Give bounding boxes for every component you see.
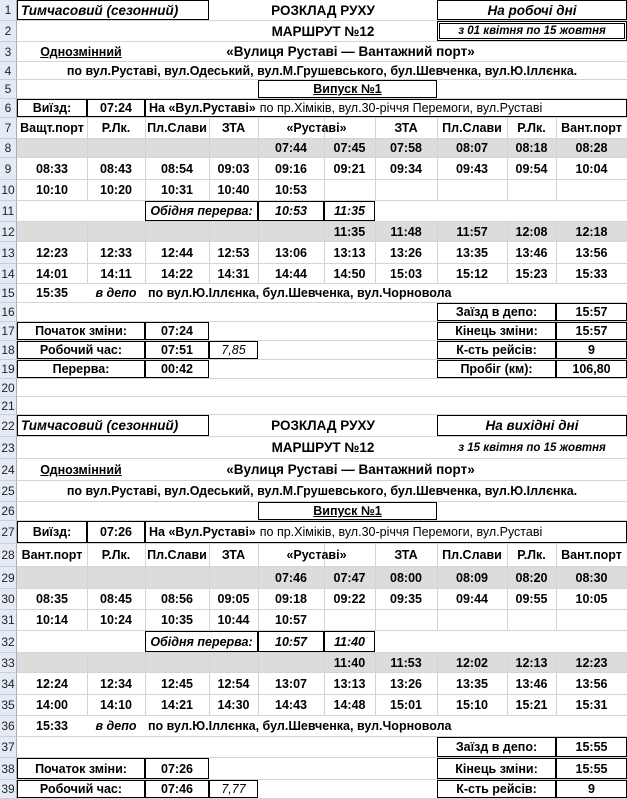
shift-start-label[interactable]: Початок зміни: <box>17 758 145 779</box>
time-cell[interactable]: 09:54 <box>515 161 548 176</box>
time-cell[interactable]: 08:00 <box>390 570 422 585</box>
time-cell[interactable]: 11:48 <box>390 224 422 239</box>
time-cell[interactable]: 13:06 <box>275 245 307 260</box>
shift-end-label[interactable]: Кінець зміни: <box>437 758 556 779</box>
row-header[interactable]: 16 <box>0 303 17 322</box>
lunch-label[interactable]: Обідня перерва: <box>145 201 258 221</box>
time-cell[interactable]: 08:56 <box>161 592 193 606</box>
shift-start[interactable]: 07:26 <box>145 758 209 779</box>
shift-end-label[interactable]: Кінець зміни: <box>437 322 556 340</box>
route-number[interactable]: МАРШРУТ №12 <box>271 23 375 39</box>
row-header[interactable]: 18 <box>0 341 17 360</box>
shift-type[interactable]: Однозмінний <box>40 44 122 59</box>
time-cell[interactable]: 08:35 <box>36 592 68 606</box>
row-header[interactable]: 17 <box>0 322 17 341</box>
work-time-decimal[interactable]: 7,77 <box>209 780 258 798</box>
time-cell[interactable]: 13:13 <box>333 245 366 260</box>
shift-start[interactable]: 07:24 <box>145 322 209 340</box>
trips-count[interactable]: 9 <box>556 341 627 359</box>
lunch-start[interactable]: 10:53 <box>258 201 324 221</box>
row-header[interactable]: 10 <box>0 180 17 201</box>
work-time-decimal[interactable]: 7,85 <box>209 341 258 359</box>
stop-header[interactable]: Пл.Слави <box>147 548 207 562</box>
time-cell[interactable]: 12:33 <box>100 245 132 260</box>
depot-arrival-label[interactable]: Заїзд в депо: <box>437 737 556 757</box>
work-time[interactable]: 07:46 <box>145 780 209 798</box>
shift-type[interactable]: Однозмінний <box>40 462 122 477</box>
schedule-title[interactable]: РОЗКЛАД РУХУ <box>271 418 375 433</box>
time-cell[interactable]: 07:46 <box>275 570 307 585</box>
depot-route[interactable]: по вул.Ю.Іллєнка, бул.Шевченка, вул.Чорновола <box>148 719 452 733</box>
time-cell[interactable]: 12:18 <box>575 224 608 239</box>
release-number[interactable]: Випуск №1 <box>258 80 437 98</box>
time-cell[interactable]: 09:22 <box>333 592 366 606</box>
row-header[interactable]: 11 <box>0 201 17 222</box>
sheet-row <box>17 118 627 139</box>
sheet-row <box>17 284 627 303</box>
sheet-row <box>17 303 627 322</box>
time-cell[interactable]: 13:56 <box>575 245 608 260</box>
time-cell[interactable] <box>145 567 209 588</box>
route-streets[interactable]: по вул.Руставі, вул.Одеський, вул.М.Грушевського, бул.Шевченка, вул.Ю.Іллєнка. <box>66 484 578 498</box>
time-cell[interactable]: 15:21 <box>515 698 548 712</box>
row-header[interactable]: 30 <box>0 589 17 610</box>
time-cell[interactable]: 08:33 <box>36 161 68 176</box>
row-header[interactable]: 12 <box>0 222 17 242</box>
depot-label[interactable]: в депо <box>95 719 137 733</box>
time-cell[interactable] <box>17 139 87 157</box>
time-cell[interactable]: 08:09 <box>456 570 488 585</box>
route-number[interactable]: МАРШРУТ №12 <box>271 440 375 455</box>
time-cell[interactable]: 08:30 <box>575 570 608 585</box>
work-time-label[interactable]: Робочий час: <box>17 780 145 798</box>
row-header[interactable]: 38 <box>0 758 17 780</box>
stop-header[interactable]: ЗТА <box>221 548 246 562</box>
end-time[interactable]: 15:35 <box>36 286 68 300</box>
sheet-row <box>17 695 627 716</box>
time-cell[interactable]: 12:13 <box>515 655 548 670</box>
time-cell[interactable] <box>145 139 209 157</box>
route-name[interactable]: «Вулиця Руставі — Вантажний порт» <box>226 462 475 477</box>
time-cell[interactable] <box>556 180 627 200</box>
time-cell[interactable] <box>375 610 437 630</box>
stop-header[interactable]: ЗТА <box>394 121 418 135</box>
stop-header[interactable]: ЗТА <box>221 121 246 135</box>
time-cell[interactable] <box>507 180 556 200</box>
time-cell[interactable]: 09:03 <box>217 161 250 176</box>
time-cell[interactable]: 10:35 <box>161 613 193 627</box>
time-cell[interactable] <box>209 139 258 157</box>
sheet-row <box>17 673 627 695</box>
exit-time[interactable]: 07:26 <box>87 521 145 543</box>
schedule-type[interactable]: Тимчасовий (сезонний) <box>17 415 209 436</box>
row-header[interactable]: 34 <box>0 673 17 695</box>
time-cell[interactable]: 09:35 <box>390 592 422 606</box>
row-header[interactable]: 33 <box>0 653 17 673</box>
time-cell[interactable]: 09:05 <box>217 592 250 606</box>
time-cell[interactable]: 09:21 <box>333 161 366 176</box>
time-cell[interactable]: 14:43 <box>275 698 307 712</box>
time-cell[interactable]: 13:56 <box>575 676 608 691</box>
sheet-row <box>17 631 627 653</box>
time-cell[interactable]: 10:05 <box>575 592 608 606</box>
time-cell[interactable]: 10:57 <box>275 613 307 627</box>
row-header[interactable]: 6 <box>0 99 17 118</box>
row-header[interactable]: 1 <box>0 0 17 21</box>
row-header[interactable]: 20 <box>0 379 17 397</box>
time-cell[interactable]: 08:43 <box>100 161 132 176</box>
time-cell[interactable]: 11:40 <box>333 655 366 670</box>
time-cell[interactable]: 10:20 <box>100 183 132 197</box>
sheet-row <box>17 437 627 459</box>
time-cell[interactable]: 12:45 <box>161 676 193 691</box>
time-cell[interactable]: 15:31 <box>575 698 608 712</box>
stop-header[interactable]: «Руставі» <box>286 121 347 135</box>
time-cell[interactable] <box>209 653 258 672</box>
row-header[interactable]: 31 <box>0 610 17 631</box>
row-header[interactable]: 35 <box>0 695 17 716</box>
exit-label[interactable]: Виїзд: <box>17 521 87 543</box>
sheet-row <box>17 502 627 521</box>
time-cell[interactable] <box>507 610 556 630</box>
release-number[interactable]: Випуск №1 <box>258 502 437 520</box>
time-cell[interactable] <box>145 222 209 241</box>
time-cell[interactable]: 14:30 <box>217 698 250 712</box>
time-cell[interactable]: 07:47 <box>333 570 366 585</box>
row-header[interactable]: 28 <box>0 544 17 567</box>
sheet-row <box>17 21 627 42</box>
time-cell[interactable]: 12:34 <box>100 676 132 691</box>
shift-end[interactable]: 15:57 <box>556 322 627 340</box>
row-header[interactable]: 36 <box>0 716 17 737</box>
time-cell[interactable]: 12:23 <box>575 655 608 670</box>
time-cell[interactable]: 11:35 <box>333 224 366 239</box>
time-cell[interactable]: 14:31 <box>217 266 250 281</box>
time-cell[interactable]: 15:23 <box>515 266 548 281</box>
time-cell[interactable] <box>209 567 258 588</box>
sheet-row <box>17 521 627 544</box>
row-header[interactable]: 21 <box>0 397 17 415</box>
sheet-row <box>17 62 627 80</box>
time-cell[interactable]: 14:21 <box>161 698 193 712</box>
schedule-days[interactable]: На вихідні дні <box>437 415 627 436</box>
time-cell[interactable] <box>324 610 375 630</box>
time-cell[interactable] <box>87 139 145 157</box>
sheet-row <box>17 544 627 567</box>
row-header[interactable]: 22 <box>0 415 17 437</box>
stop-header[interactable]: Вант.порт <box>561 121 622 135</box>
sheet-row <box>17 780 627 799</box>
time-cell[interactable]: 09:16 <box>275 161 307 176</box>
sheet-row <box>17 653 627 673</box>
time-cell[interactable]: 13:35 <box>456 676 488 691</box>
time-cell[interactable]: 12:44 <box>161 245 193 260</box>
time-cell[interactable]: 10:31 <box>161 183 193 197</box>
route-name[interactable]: «Вулиця Руставі — Вантажний порт» <box>226 44 475 59</box>
stop-header[interactable]: Р.Лк. <box>101 548 131 562</box>
time-cell[interactable]: 13:26 <box>390 676 422 691</box>
stop-header[interactable]: Пл.Слави <box>442 121 502 135</box>
time-cell[interactable]: 15:10 <box>456 698 488 712</box>
schedule-title[interactable]: РОЗКЛАД РУХУ <box>271 2 375 18</box>
route-streets[interactable]: по вул.Руставі, вул.Одеський, вул.М.Грушевського, бул.Шевченка, вул.Ю.Іллєнка. <box>66 63 578 78</box>
time-cell[interactable]: 10:14 <box>36 613 68 627</box>
time-cell[interactable]: 14:01 <box>36 266 68 281</box>
sheet-row <box>17 379 627 397</box>
row-header[interactable]: 26 <box>0 502 17 521</box>
time-cell[interactable]: 10:44 <box>217 613 250 627</box>
schedule-type[interactable]: Тимчасовий (сезонний) <box>17 0 209 20</box>
time-cell[interactable] <box>258 222 324 241</box>
time-cell[interactable]: 13:13 <box>333 676 366 691</box>
stop-header[interactable]: Вант.порт <box>561 548 622 562</box>
sheet-row <box>17 180 627 201</box>
exit-route-destination: На «Вул.Руставі» <box>149 525 256 539</box>
time-cell[interactable]: 13:07 <box>275 676 307 691</box>
time-cell[interactable]: 08:07 <box>456 141 488 155</box>
sheet-row <box>17 459 627 481</box>
time-cell[interactable] <box>437 610 507 630</box>
sheet-row <box>17 360 627 379</box>
time-cell[interactable] <box>556 610 627 630</box>
time-cell[interactable] <box>258 653 324 672</box>
shift-start-label[interactable]: Початок зміни: <box>17 322 145 340</box>
sheet-row <box>17 242 627 264</box>
lunch-label[interactable]: Обідня перерва: <box>145 631 258 652</box>
shift-end[interactable]: 15:55 <box>556 758 627 779</box>
work-time[interactable]: 07:51 <box>145 341 209 359</box>
time-cell[interactable]: 07:44 <box>275 141 307 155</box>
time-cell[interactable]: 09:55 <box>515 592 548 606</box>
row-header[interactable]: 4 <box>0 62 17 80</box>
row-header[interactable]: 19 <box>0 360 17 379</box>
time-cell[interactable] <box>145 653 209 672</box>
trips-label[interactable]: К-сть рейсів: <box>437 341 556 359</box>
sheet-row <box>17 222 627 242</box>
stop-header[interactable]: Р.Лк. <box>517 121 546 135</box>
time-cell[interactable]: 11:57 <box>456 224 488 239</box>
depot-route[interactable]: по вул.Ю.Іллєнка, бул.Шевченка, вул.Чорновола <box>148 286 452 300</box>
work-time-label[interactable]: Робочий час: <box>17 341 145 359</box>
depot-arrival[interactable]: 15:57 <box>556 303 627 321</box>
break-label[interactable]: Перерва: <box>17 360 145 378</box>
sheet-row <box>17 139 627 158</box>
stop-header[interactable]: Вант.порт <box>21 548 83 562</box>
time-cell[interactable]: 07:45 <box>333 141 366 155</box>
sheet-row <box>17 567 627 589</box>
time-cell[interactable]: 14:44 <box>275 266 307 281</box>
time-cell[interactable]: 07:58 <box>390 141 422 155</box>
time-cell[interactable]: 09:34 <box>390 161 422 176</box>
time-cell[interactable]: 08:45 <box>100 592 132 606</box>
time-cell[interactable] <box>375 180 437 200</box>
sheet-row <box>17 201 627 222</box>
time-cell[interactable]: 15:12 <box>456 266 488 281</box>
row-header[interactable]: 25 <box>0 481 17 502</box>
schedule-period[interactable]: з 15 квітня по 15 жовтня <box>458 441 606 454</box>
exit-route-streets: по пр.Хіміків, вул.30-річчя Перемоги, вул.Руставі <box>259 525 543 539</box>
time-cell[interactable]: 08:20 <box>515 570 548 585</box>
time-cell[interactable] <box>87 653 145 672</box>
time-cell[interactable]: 12:02 <box>456 655 488 670</box>
row-header[interactable]: 29 <box>0 567 17 589</box>
time-cell[interactable]: 14:10 <box>100 698 132 712</box>
row-header[interactable]: 27 <box>0 521 17 544</box>
sheet-row <box>17 397 627 415</box>
time-cell[interactable] <box>87 222 145 241</box>
time-cell[interactable]: 14:48 <box>333 698 366 712</box>
time-cell[interactable] <box>17 653 87 672</box>
time-cell[interactable] <box>17 222 87 241</box>
row-header[interactable]: 13 <box>0 242 17 264</box>
time-cell[interactable]: 15:33 <box>575 266 608 281</box>
time-cell[interactable]: 10:40 <box>217 183 250 197</box>
time-cell[interactable]: 15:03 <box>390 266 422 281</box>
time-cell[interactable]: 09:44 <box>456 592 488 606</box>
time-cell[interactable] <box>437 180 507 200</box>
depot-arrival-label[interactable]: Заїзд в депо: <box>437 303 556 321</box>
stop-header[interactable]: Р.Лк. <box>517 548 546 562</box>
time-cell[interactable]: 15:01 <box>390 698 422 712</box>
time-cell[interactable]: 10:24 <box>100 613 132 627</box>
lunch-end[interactable]: 11:40 <box>324 631 375 652</box>
row-header[interactable]: 23 <box>0 437 17 459</box>
exit-time[interactable]: 07:24 <box>87 99 145 117</box>
stop-header[interactable]: Пл.Слави <box>442 548 502 562</box>
sheet-row <box>17 758 627 780</box>
sheet-row <box>17 415 627 437</box>
sheet-row <box>17 610 627 631</box>
mileage[interactable]: 106,80 <box>556 360 627 378</box>
time-cell[interactable]: 09:43 <box>456 161 488 176</box>
depot-label[interactable]: в депо <box>95 286 137 300</box>
time-cell[interactable]: 09:18 <box>275 592 307 606</box>
sheet-row <box>17 737 627 758</box>
row-header[interactable]: 5 <box>0 80 17 99</box>
trips-count[interactable]: 9 <box>556 780 627 798</box>
schedule-period[interactable]: з 01 квітня по 15 жовтня <box>437 21 627 41</box>
time-cell[interactable] <box>324 180 375 200</box>
stop-header[interactable]: ЗТА <box>394 548 418 562</box>
time-cell[interactable]: 12:08 <box>515 224 548 239</box>
sheet-row <box>17 341 627 360</box>
row-header[interactable]: 7 <box>0 118 17 139</box>
time-cell[interactable]: 13:26 <box>390 245 422 260</box>
sheet-row <box>17 716 627 737</box>
time-cell[interactable]: 13:46 <box>515 676 548 691</box>
row-header[interactable]: 37 <box>0 737 17 758</box>
sheet-row <box>17 99 627 118</box>
time-cell[interactable] <box>87 567 145 588</box>
time-cell[interactable] <box>209 222 258 241</box>
time-cell[interactable]: 11:53 <box>390 655 422 670</box>
time-cell[interactable]: 14:00 <box>36 698 68 712</box>
exit-route-streets: по пр.Хіміків, вул.30-річчя Перемоги, вул.Руставі <box>259 101 543 115</box>
row-header[interactable]: 39 <box>0 780 17 799</box>
time-cell[interactable]: 12:24 <box>36 676 68 691</box>
sheet-row <box>17 322 627 341</box>
time-cell[interactable]: 14:22 <box>161 266 193 281</box>
exit-route[interactable] <box>145 521 627 543</box>
time-cell[interactable]: 13:46 <box>515 245 548 260</box>
mileage-label[interactable]: Пробіг (км): <box>437 360 556 378</box>
time-cell[interactable]: 14:50 <box>333 266 366 281</box>
exit-route[interactable] <box>145 99 627 117</box>
exit-route-destination: На «Вул.Руставі» <box>149 101 256 115</box>
row-header[interactable]: 24 <box>0 459 17 481</box>
trips-label[interactable]: К-сть рейсів: <box>437 780 556 798</box>
row-header[interactable]: 32 <box>0 631 17 653</box>
sheet-row <box>17 80 627 99</box>
time-cell[interactable]: 12:53 <box>217 245 250 260</box>
sheet-row <box>17 0 627 21</box>
sheet-row <box>17 158 627 180</box>
depot-arrival[interactable]: 15:55 <box>556 737 627 757</box>
time-cell[interactable]: 14:11 <box>100 266 132 281</box>
time-cell[interactable] <box>17 567 87 588</box>
stop-header[interactable]: «Руставі» <box>286 548 347 562</box>
break-time[interactable]: 00:42 <box>145 360 209 378</box>
exit-label[interactable]: Виїзд: <box>17 99 87 117</box>
end-time[interactable]: 15:33 <box>36 719 68 733</box>
stop-header[interactable]: Р.Лк. <box>101 121 131 135</box>
time-cell[interactable]: 12:23 <box>36 245 68 260</box>
time-cell[interactable]: 12:54 <box>217 676 250 691</box>
lunch-end[interactable]: 11:35 <box>324 201 375 221</box>
stop-header[interactable]: Ващт.порт <box>20 121 84 135</box>
sheet-row <box>17 481 627 502</box>
time-cell[interactable]: 08:54 <box>161 161 193 176</box>
sheet-row <box>17 42 627 62</box>
time-cell[interactable]: 08:18 <box>515 141 548 155</box>
lunch-start[interactable]: 10:57 <box>258 631 324 652</box>
sheet-row <box>17 589 627 610</box>
schedule-days[interactable]: На робочі дні <box>437 0 627 20</box>
sheet-row <box>17 264 627 284</box>
row-header[interactable]: 14 <box>0 264 17 284</box>
row-header[interactable]: 8 <box>0 139 17 158</box>
time-cell[interactable]: 10:10 <box>36 183 68 197</box>
row-header[interactable]: 9 <box>0 158 17 180</box>
row-header[interactable]: 2 <box>0 21 17 42</box>
time-cell[interactable]: 10:53 <box>275 183 307 197</box>
time-cell[interactable]: 08:28 <box>575 141 608 155</box>
stop-header[interactable]: Пл.Слави <box>147 121 207 135</box>
time-cell[interactable]: 10:04 <box>575 161 608 176</box>
time-cell[interactable]: 13:35 <box>456 245 488 260</box>
row-header[interactable]: 3 <box>0 42 17 62</box>
row-header[interactable]: 15 <box>0 284 17 303</box>
